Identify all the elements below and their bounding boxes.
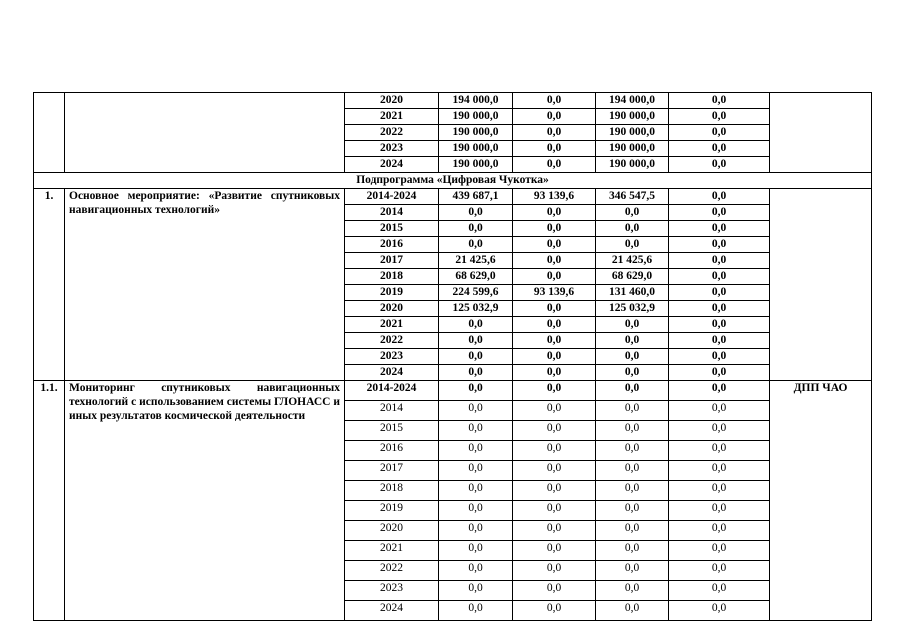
- amount-cell: 0,0: [513, 581, 596, 601]
- amount-cell: 0,0: [669, 205, 770, 221]
- amount-cell: 0,0: [669, 541, 770, 561]
- amount-cell: 0,0: [513, 521, 596, 541]
- amount-cell: 0,0: [513, 157, 596, 173]
- table-row: [34, 93, 872, 109]
- executor-cell: ДПП ЧАО: [770, 381, 872, 621]
- activity-name: Основное мероприятие: «Развитие спутниковых навигационных технологий»: [65, 189, 345, 381]
- amount-cell: 194 000,0: [596, 93, 669, 109]
- amount-cell: 0,0: [513, 109, 596, 125]
- year-cell: 2023: [345, 349, 439, 365]
- amount-cell: 0,0: [669, 501, 770, 521]
- row-number: [34, 93, 65, 173]
- amount-cell: 0,0: [596, 349, 669, 365]
- amount-cell: 0,0: [513, 421, 596, 441]
- amount-cell: 190 000,0: [439, 157, 513, 173]
- year-cell: 2019: [345, 501, 439, 521]
- row-number: 1.: [34, 189, 65, 381]
- amount-cell: 0,0: [596, 441, 669, 461]
- amount-cell: 0,0: [669, 365, 770, 381]
- amount-cell: 0,0: [513, 481, 596, 501]
- amount-cell: 0,0: [669, 349, 770, 365]
- amount-cell: 439 687,1: [439, 189, 513, 205]
- amount-cell: 0,0: [669, 401, 770, 421]
- amount-cell: 0,0: [439, 401, 513, 421]
- amount-cell: 0,0: [669, 141, 770, 157]
- amount-cell: 0,0: [669, 381, 770, 401]
- year-cell: 2014: [345, 401, 439, 421]
- row-number: 1.1.: [34, 381, 65, 621]
- amount-cell: 0,0: [596, 237, 669, 253]
- amount-cell: 0,0: [513, 125, 596, 141]
- amount-cell: 0,0: [513, 237, 596, 253]
- executor-cell: [770, 93, 872, 173]
- amount-cell: 190 000,0: [596, 125, 669, 141]
- amount-cell: 0,0: [596, 421, 669, 441]
- amount-cell: 0,0: [596, 541, 669, 561]
- year-cell: 2017: [345, 253, 439, 269]
- amount-cell: 0,0: [439, 601, 513, 621]
- amount-cell: 0,0: [669, 301, 770, 317]
- table-row: [34, 381, 872, 401]
- year-cell: 2022: [345, 125, 439, 141]
- year-cell: 2014-2024: [345, 381, 439, 401]
- amount-cell: 0,0: [596, 581, 669, 601]
- amount-cell: 125 032,9: [596, 301, 669, 317]
- year-cell: 2016: [345, 441, 439, 461]
- amount-cell: 0,0: [439, 421, 513, 441]
- amount-cell: 0,0: [669, 109, 770, 125]
- amount-cell: 0,0: [513, 221, 596, 237]
- amount-cell: 190 000,0: [596, 157, 669, 173]
- amount-cell: 0,0: [513, 301, 596, 317]
- amount-cell: 0,0: [669, 601, 770, 621]
- amount-cell: 0,0: [513, 561, 596, 581]
- amount-cell: 0,0: [596, 481, 669, 501]
- amount-cell: 0,0: [596, 521, 669, 541]
- amount-cell: 0,0: [439, 561, 513, 581]
- amount-cell: 0,0: [669, 441, 770, 461]
- amount-cell: 0,0: [513, 441, 596, 461]
- year-cell: 2018: [345, 269, 439, 285]
- amount-cell: 21 425,6: [596, 253, 669, 269]
- amount-cell: 0,0: [669, 581, 770, 601]
- amount-cell: 0,0: [596, 561, 669, 581]
- amount-cell: 0,0: [669, 221, 770, 237]
- amount-cell: 0,0: [669, 93, 770, 109]
- amount-cell: 0,0: [596, 601, 669, 621]
- amount-cell: 0,0: [513, 269, 596, 285]
- amount-cell: 0,0: [669, 253, 770, 269]
- year-cell: 2014: [345, 205, 439, 221]
- amount-cell: 0,0: [439, 541, 513, 561]
- amount-cell: 0,0: [439, 333, 513, 349]
- year-cell: 2021: [345, 541, 439, 561]
- amount-cell: 21 425,6: [439, 253, 513, 269]
- amount-cell: 0,0: [596, 221, 669, 237]
- amount-cell: 0,0: [596, 365, 669, 381]
- year-cell: 2023: [345, 581, 439, 601]
- amount-cell: 190 000,0: [439, 125, 513, 141]
- table-row: [34, 189, 872, 205]
- year-cell: 2017: [345, 461, 439, 481]
- amount-cell: 0,0: [513, 461, 596, 481]
- amount-cell: 68 629,0: [439, 269, 513, 285]
- amount-cell: 0,0: [596, 333, 669, 349]
- year-cell: 2015: [345, 221, 439, 237]
- amount-cell: 0,0: [439, 461, 513, 481]
- activity-name: [65, 93, 345, 173]
- year-cell: 2021: [345, 317, 439, 333]
- year-cell: 2023: [345, 141, 439, 157]
- amount-cell: 0,0: [669, 157, 770, 173]
- amount-cell: 0,0: [513, 501, 596, 521]
- subprogram-title: Подпрограмма «Цифровая Чукотка»: [34, 173, 872, 189]
- amount-cell: 0,0: [669, 481, 770, 501]
- amount-cell: 0,0: [439, 237, 513, 253]
- amount-cell: 0,0: [596, 401, 669, 421]
- amount-cell: 0,0: [513, 93, 596, 109]
- amount-cell: 0,0: [513, 401, 596, 421]
- amount-cell: 0,0: [669, 333, 770, 349]
- activity-name: Мониторинг спутниковых навигационных технологий с использованием системы ГЛОНАСС и иных результатов космической деятельности: [65, 381, 345, 621]
- amount-cell: 131 460,0: [596, 285, 669, 301]
- amount-cell: 190 000,0: [596, 109, 669, 125]
- year-cell: 2022: [345, 333, 439, 349]
- year-cell: 2024: [345, 601, 439, 621]
- amount-cell: 0,0: [439, 317, 513, 333]
- amount-cell: 0,0: [596, 461, 669, 481]
- amount-cell: 0,0: [513, 317, 596, 333]
- amount-cell: 194 000,0: [439, 93, 513, 109]
- amount-cell: 0,0: [439, 349, 513, 365]
- amount-cell: 68 629,0: [596, 269, 669, 285]
- year-cell: 2024: [345, 365, 439, 381]
- year-cell: 2015: [345, 421, 439, 441]
- amount-cell: 0,0: [513, 601, 596, 621]
- amount-cell: 0,0: [669, 269, 770, 285]
- amount-cell: 0,0: [669, 125, 770, 141]
- amount-cell: 190 000,0: [439, 141, 513, 157]
- budget-table: [33, 92, 872, 621]
- amount-cell: 346 547,5: [596, 189, 669, 205]
- amount-cell: 0,0: [439, 581, 513, 601]
- amount-cell: 190 000,0: [596, 141, 669, 157]
- amount-cell: 0,0: [669, 421, 770, 441]
- year-cell: 2020: [345, 93, 439, 109]
- amount-cell: 0,0: [596, 205, 669, 221]
- amount-cell: 0,0: [513, 381, 596, 401]
- amount-cell: 0,0: [439, 521, 513, 541]
- amount-cell: 0,0: [513, 541, 596, 561]
- amount-cell: 190 000,0: [439, 109, 513, 125]
- amount-cell: 0,0: [513, 333, 596, 349]
- amount-cell: 0,0: [669, 285, 770, 301]
- year-cell: 2024: [345, 157, 439, 173]
- amount-cell: 93 139,6: [513, 189, 596, 205]
- amount-cell: 0,0: [669, 317, 770, 333]
- amount-cell: 0,0: [669, 461, 770, 481]
- amount-cell: 0,0: [439, 501, 513, 521]
- amount-cell: 0,0: [669, 561, 770, 581]
- executor-cell: [770, 189, 872, 381]
- year-cell: 2016: [345, 237, 439, 253]
- amount-cell: 0,0: [669, 189, 770, 205]
- amount-cell: 0,0: [439, 381, 513, 401]
- amount-cell: 0,0: [513, 349, 596, 365]
- amount-cell: 0,0: [596, 501, 669, 521]
- amount-cell: 0,0: [513, 141, 596, 157]
- amount-cell: 0,0: [439, 365, 513, 381]
- amount-cell: 224 599,6: [439, 285, 513, 301]
- subprogram-row: [34, 173, 872, 189]
- amount-cell: 125 032,9: [439, 301, 513, 317]
- amount-cell: 0,0: [439, 221, 513, 237]
- amount-cell: 0,0: [596, 317, 669, 333]
- year-cell: 2022: [345, 561, 439, 581]
- amount-cell: 0,0: [596, 381, 669, 401]
- year-cell: 2018: [345, 481, 439, 501]
- amount-cell: 0,0: [439, 441, 513, 461]
- amount-cell: 0,0: [669, 521, 770, 541]
- amount-cell: 0,0: [669, 237, 770, 253]
- amount-cell: 0,0: [513, 365, 596, 381]
- year-cell: 2020: [345, 521, 439, 541]
- year-cell: 2021: [345, 109, 439, 125]
- amount-cell: 0,0: [439, 205, 513, 221]
- amount-cell: 0,0: [439, 481, 513, 501]
- year-cell: 2014-2024: [345, 189, 439, 205]
- amount-cell: 0,0: [513, 253, 596, 269]
- amount-cell: 0,0: [513, 205, 596, 221]
- amount-cell: 93 139,6: [513, 285, 596, 301]
- year-cell: 2020: [345, 301, 439, 317]
- year-cell: 2019: [345, 285, 439, 301]
